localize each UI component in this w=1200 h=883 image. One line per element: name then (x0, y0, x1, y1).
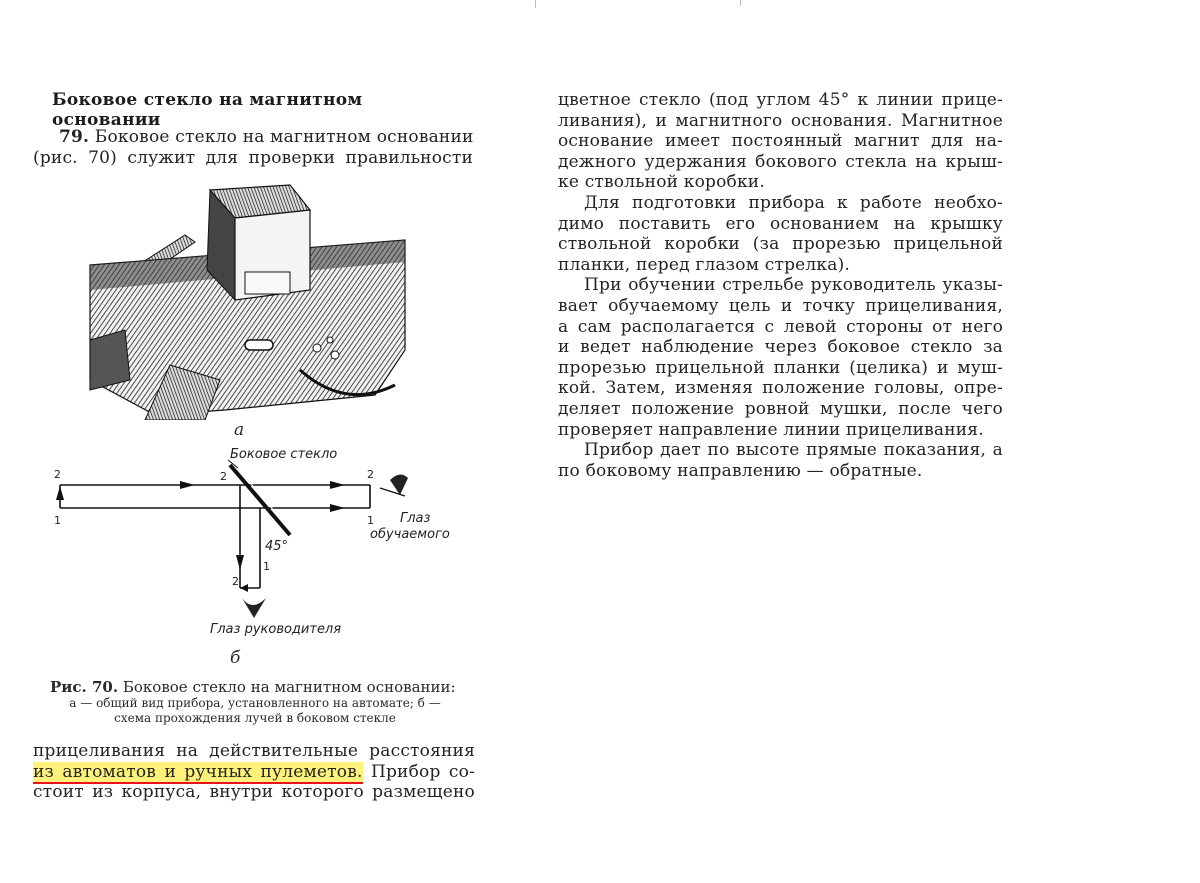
bottom-line-3: стоит из корпуса, внутри которого размещено (33, 782, 475, 803)
text-line: ливания), и магнитного основания. Магнитное (558, 110, 1003, 131)
text-line: а сам располагается с левой стороны от него (558, 316, 1003, 337)
highlighted-phrase: из автоматов и ручных пулеметов. (33, 761, 363, 782)
caption-body-line-1: а — общий вид прибора, установленного на автомате; б — (69, 696, 441, 710)
page-top-mark (740, 0, 741, 6)
figure-label-a: а (234, 420, 245, 440)
text-line: вает обучаемому цель и точку прицеливания, (558, 295, 1003, 316)
angle-label: 45° (265, 539, 289, 554)
page-gutter-mark (535, 0, 536, 8)
text-line: Для подготовки прибора к работе необхо- (584, 192, 1003, 213)
side-glass-label: Боковое стекло (230, 447, 338, 462)
figure-caption (50, 679, 460, 726)
text-line: планки, перед глазом стрелка). (558, 254, 851, 275)
eye-trainee-label-2: обучаемого (370, 527, 450, 542)
rifle-illustration (85, 180, 415, 420)
caption-title-text: Боковое стекло на магнитном основании: (122, 678, 456, 696)
text-line: кой. Затем, изменяя положение головы, опре- (558, 378, 1003, 399)
ray-path-diagram (40, 440, 480, 650)
text-line: проверяет направление линии прицеливания. (558, 419, 984, 440)
bottom-line-2-rest: Прибор со- (370, 761, 476, 782)
ray-2-label-bottom: 2 (232, 575, 239, 588)
paragraph-2 (558, 193, 1003, 275)
intro-line-1-text: Боковое стекло на магнитном основании (94, 127, 474, 147)
right-column-text (558, 90, 1003, 481)
caption-title (50, 679, 460, 696)
paragraph-number: 79. (59, 127, 90, 147)
ray-1-label-bottom: 1 (263, 560, 270, 573)
ray-2-label-right: 2 (367, 468, 374, 481)
section-heading: Боковое стекло на магнитном основании (52, 90, 363, 130)
text-line: основание имеет постоянный магнит для на- (558, 131, 1003, 152)
text-line: ствольной коробки (за прорезью прицельной (558, 234, 1003, 255)
intro-line-1 (33, 127, 473, 148)
text-line: димо поставить его основанием на крышку (558, 213, 1003, 234)
bottom-line-1: прицеливания на действительные расстояния (33, 741, 475, 761)
ray-1-label-left: 1 (54, 514, 61, 527)
ray-1-label-right: 1 (367, 514, 374, 527)
ray-2-label-left: 2 (54, 468, 61, 481)
text-line: Прибор дает по высоте прямые показания, а (584, 440, 1003, 461)
caption-body-line-2: схема прохождения лучей в боковом стекле (114, 711, 396, 725)
text-line: прорезью прицельной планки (целика) и муш- (558, 357, 1003, 378)
text-line: и ведет наблюдение через боковое стекло за (558, 337, 1003, 358)
text-line: деляет положение ровной мушки, после чего (558, 398, 1003, 419)
text-line: по боковому направлению — обратные. (558, 460, 923, 481)
bottom-line-2 (33, 762, 475, 783)
left-intro-paragraph (33, 127, 473, 168)
paragraph-4 (558, 440, 1003, 481)
eye-instructor-label: Глаз руководителя (210, 622, 342, 637)
paragraph-1 (558, 90, 1003, 193)
text-line: ке ствольной коробки. (558, 172, 765, 193)
figure-label-b: б (230, 648, 241, 668)
text-line: цветное стекло (под углом 45° к линии прице- (558, 90, 1003, 110)
paragraph-3 (558, 275, 1003, 440)
eye-trainee-label-1: Глаз (400, 511, 431, 526)
left-bottom-paragraph (33, 741, 475, 803)
text-line: дежного удержания бокового стекла на крыш- (558, 151, 1003, 172)
caption-figure-number: Рис. 70. (50, 678, 119, 696)
text-line: При обучении стрельбе руководитель указы- (584, 275, 1003, 296)
intro-line-2: (рис. 70) служит для проверки правильности (33, 147, 473, 168)
ray-2-label-glass: 2 (220, 470, 227, 483)
